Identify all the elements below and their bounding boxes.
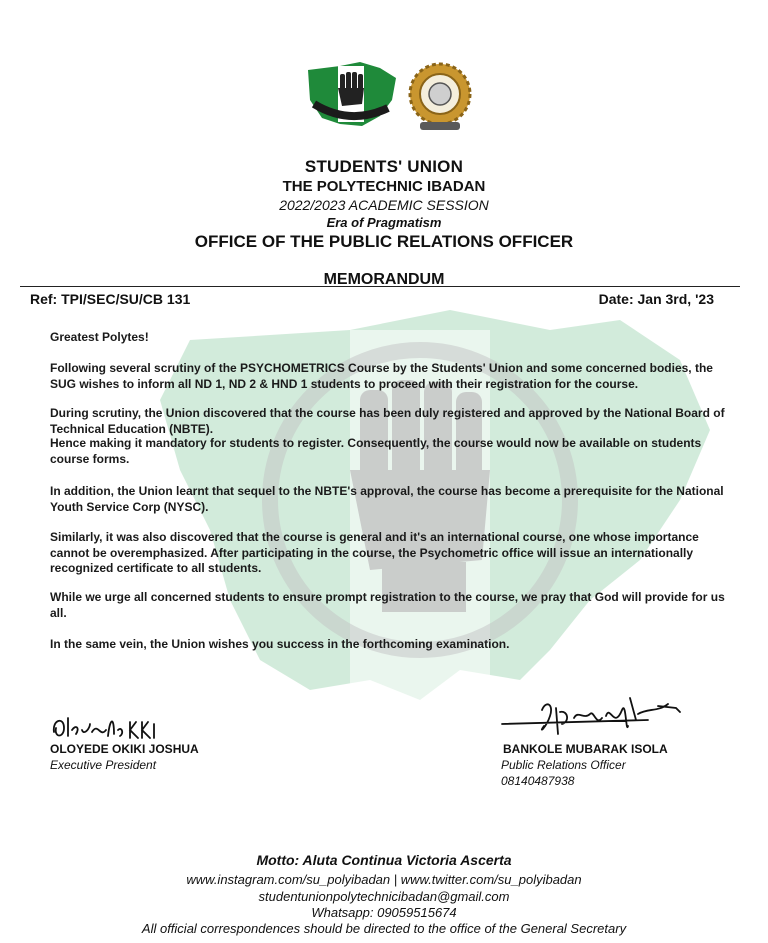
memo-title: MEMORANDUM xyxy=(323,271,445,288)
era-tagline: Era of Pragmatism xyxy=(326,215,442,230)
paragraph-registration: Following several scrutiny of the PSYCHOMETRICS Course by the Students' Union and some concerned bodies, the SUG wishes to inform all ND 1, ND 2 & HND 1 students to proceed with their registration for the course. xyxy=(50,361,713,391)
paragraph-prayer: While we urge all concerned students to ensure prompt registration to the course, we pray that God will provide for us all. xyxy=(50,590,725,620)
academic-session: 2022/2023 ACADEMIC SESSION xyxy=(279,197,489,213)
polytechnic-ibadan-crest-icon xyxy=(406,58,474,132)
footer-motto: Motto: Aluta Continua Victoria Ascerta xyxy=(256,852,512,868)
memo-reference: Ref: TPI/SEC/SU/CB 131 xyxy=(30,291,191,307)
paragraph-international: Similarly, it was also discovered that the course is general and it's an international course, one whose importance cannot be overemphasized. After participating in the course, the Psychometric office will issue an internationally recognized certificate to all students. xyxy=(50,530,699,575)
pro-name: BANKOLE MUBARAK ISOLA xyxy=(503,742,668,756)
institution-name: THE POLYTECHNIC IBADAN xyxy=(282,178,486,195)
president-signature xyxy=(50,706,170,742)
header-divider xyxy=(20,286,740,287)
footer-whatsapp: Whatsapp: 09059515674 xyxy=(311,905,457,920)
pro-role: Public Relations Officer xyxy=(501,758,626,772)
pro-phone: 08140487938 xyxy=(501,774,575,788)
office-title: OFFICE OF THE PUBLIC RELATIONS OFFICER xyxy=(194,232,574,251)
paragraph-success: In the same vein, the Union wishes you success in the forthcoming examination. xyxy=(50,637,510,651)
pro-signature xyxy=(498,690,688,744)
paragraph-mandatory: Hence making it mandatory for students to register. Consequently, the course would now be available on students course forms. xyxy=(50,436,702,466)
student-union-fist-map-logo-icon xyxy=(300,60,400,130)
union-title: STUDENTS' UNION xyxy=(304,157,464,176)
footer-social-links: www.instagram.com/su_polyibadan | www.twitter.com/su_polyibadan xyxy=(186,872,582,887)
paragraph-nysc: In addition, the Union learnt that sequel to the NBTE's approval, the course has become a prerequisite for the National Youth Service Corp (NYSC). xyxy=(50,484,724,514)
footer-note: All official correspondences should be directed to the office of the General Secretary xyxy=(141,921,627,936)
president-name: OLOYEDE OKIKI JOSHUA xyxy=(50,742,199,756)
footer-email: studentunionpolytechnicibadan@gmail.com xyxy=(258,889,510,904)
greeting: Greatest Polytes! xyxy=(50,330,149,344)
paragraph-scrutiny: During scrutiny, the Union discovered that the course has been duly registered and approved by the National Board of Technical Education (NBTE). xyxy=(50,406,725,436)
memo-date: Date: Jan 3rd, '23 xyxy=(598,291,714,307)
president-role: Executive President xyxy=(50,758,157,772)
